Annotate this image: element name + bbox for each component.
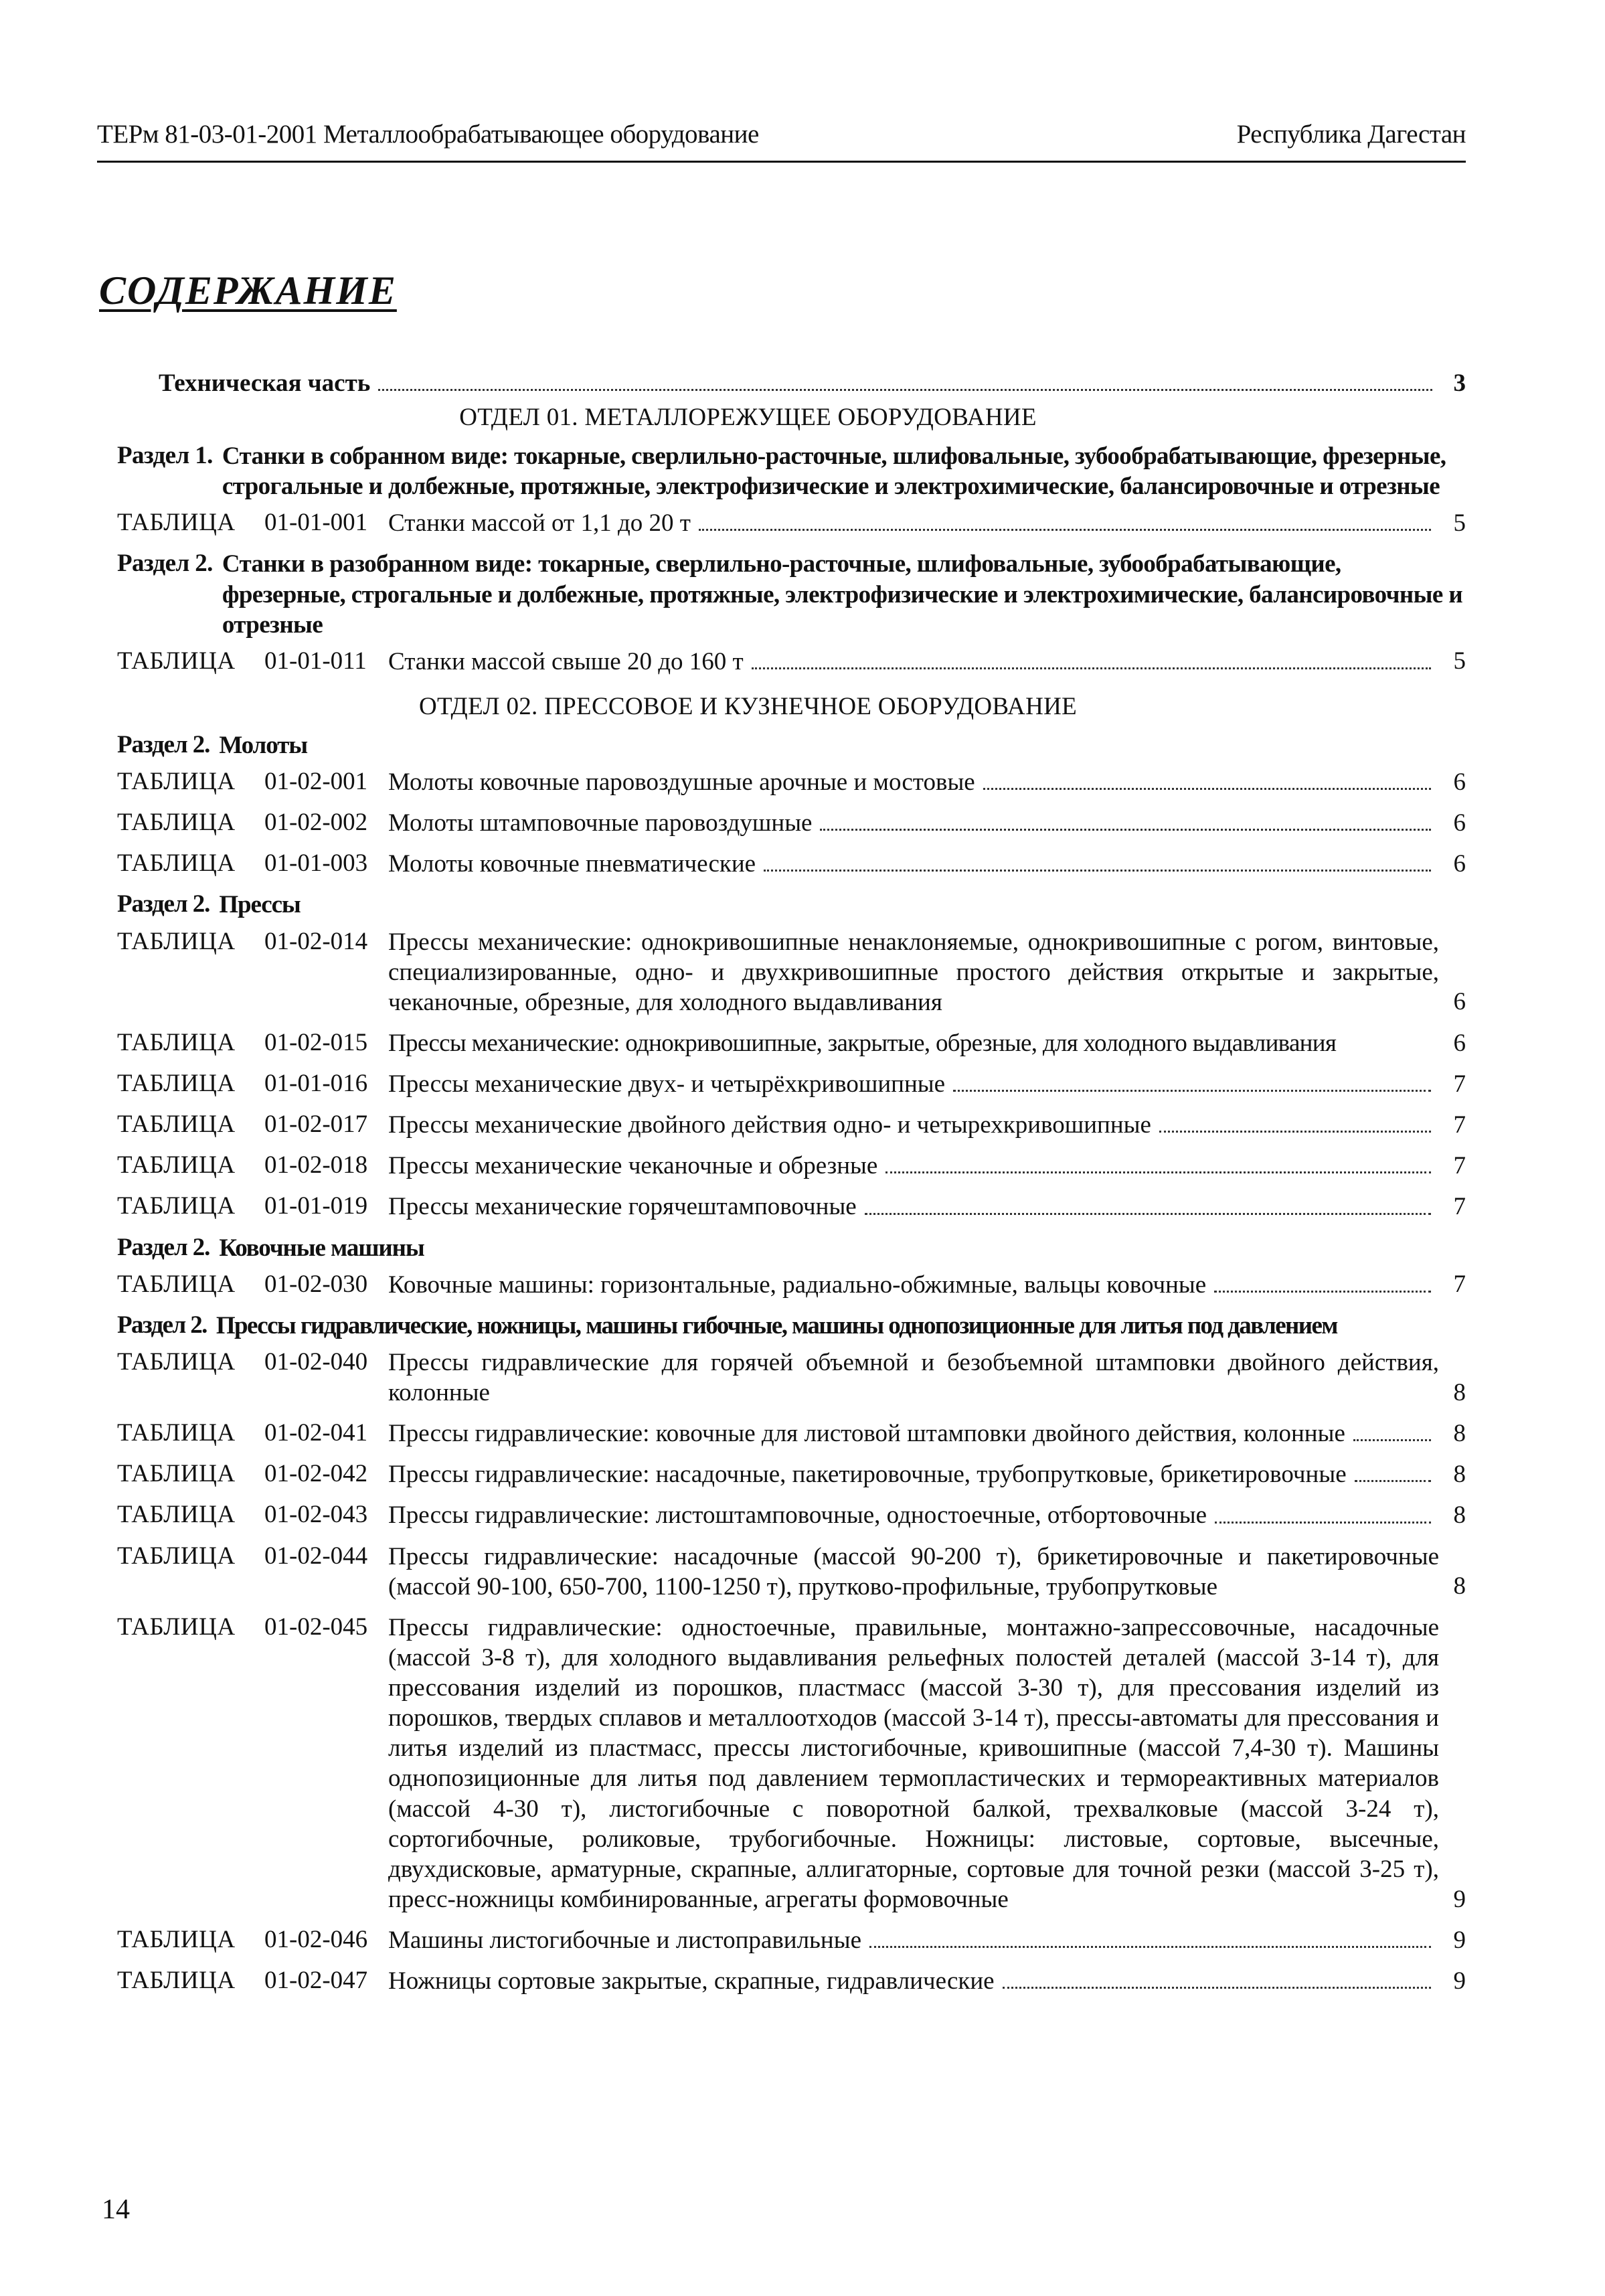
toc-page-number: 6 <box>1453 988 1466 1016</box>
dot-leader <box>869 1946 1431 1948</box>
table-description: Прессы гидравлические: насадочные (массой 90-200 т), брикетировочные и пакетировочные (массой 90-100, 650-700, 1100-1250 т), прутково-профильные, трубопрутковые <box>388 1542 1439 1601</box>
toc-table-row[interactable] <box>117 849 1466 879</box>
toc-table-row[interactable] <box>117 1542 1466 1602</box>
toc-page-number: 8 <box>1453 1572 1466 1601</box>
table-of-contents <box>117 361 1466 2007</box>
table-number: 01-02-045 <box>264 1613 368 1641</box>
section-label: Раздел 2. <box>117 890 210 918</box>
table-description: Прессы механические двух- и четырёхкривошипные <box>388 1070 946 1098</box>
table-keyword: ТАБЛИЦА <box>117 1613 236 1641</box>
section-heading <box>117 1233 1466 1263</box>
table-number: 01-02-046 <box>264 1926 368 1953</box>
section-label: Раздел 1. <box>117 442 213 469</box>
table-description: Станки массой свыше 20 до 160 т <box>388 647 744 675</box>
dot-leader <box>1159 1131 1431 1133</box>
page-title: СОДЕРЖАНИЕ <box>99 268 397 313</box>
section-heading <box>117 549 1466 639</box>
toc-page-number: 6 <box>1453 809 1466 837</box>
table-number: 01-02-002 <box>264 809 368 837</box>
section-label: Раздел 2. <box>117 550 213 578</box>
toc-table-row[interactable] <box>117 1270 1466 1300</box>
toc-page-number: 6 <box>1453 1029 1466 1057</box>
table-number: 01-02-044 <box>264 1542 368 1570</box>
table-keyword: ТАБЛИЦА <box>117 1028 236 1056</box>
toc-page-number: 7 <box>1453 1193 1466 1221</box>
table-keyword: ТАБЛИЦА <box>117 1070 236 1097</box>
table-description: Молоты ковочные паровоздушные арочные и мостовые <box>388 768 975 796</box>
department-heading: ОТДЕЛ 01. МЕТАЛЛОРЕЖУЩЕЕ ОБОРУДОВАНИЕ <box>459 404 1037 431</box>
dot-leader <box>1355 1480 1431 1482</box>
table-number: 01-02-047 <box>264 1967 368 1995</box>
table-description: Прессы гидравлические: листоштамповочные, одностоечные, отбортовочные <box>388 1501 1207 1530</box>
table-number: 01-02-017 <box>264 1111 368 1139</box>
table-description: Прессы механические: однокривошипные, закрытые, обрезные, для холодного выдавливания <box>388 1029 1337 1057</box>
table-keyword: ТАБЛИЦА <box>117 809 236 837</box>
dot-leader <box>764 870 1431 872</box>
toc-table-row[interactable] <box>117 1613 1466 1914</box>
table-keyword: ТАБЛИЦА <box>117 1926 236 1953</box>
toc-table-row[interactable] <box>117 647 1466 677</box>
toc-page-number: 9 <box>1453 1885 1466 1913</box>
toc-table-row[interactable] <box>117 927 1466 1017</box>
table-number: 01-01-019 <box>264 1192 368 1220</box>
toc-table-row[interactable] <box>117 1418 1466 1449</box>
table-description: Ножницы сортовые закрытые, скрапные, гидравлические <box>388 1967 995 1995</box>
table-description: Молоты штамповочные паровоздушные <box>388 809 813 837</box>
dot-leader <box>1215 1522 1431 1524</box>
table-description: Прессы механические горячештамповочные <box>388 1193 857 1221</box>
section-label: Раздел 2. <box>117 1311 207 1339</box>
table-description: Прессы гидравлические: одностоечные, правильные, монтажно-запрессовочные, насадочные (массой 3-8 т), для холодного выдавливания рельефных полостей деталей (массой 3-14 т), для прессования изделий из порошков, пластмасс (массой 3-30 т), для прессования изделий из порошков, твердых сплавов и металлоотходов (массой 3-14 т), прессы-автоматы для прессования и литья изделий из пластмасс, прессы листогибочные, кривошипные (массой 7,4-30 т). Машины однопозиционные для литья под давлением термопластических и термореактивных материалов (массой 4-30 т), листогибочные с поворотной балкой, трехвалковые (массой 3-24 т), сортогибочные, роликовые, трубогибочные. Ножницы: листовые, сортовые, высечные, двухдисковые, арматурные, скрапные, аллигаторные, сортовые для точной резки (массой 3-25 т), пресс-ножницы комбинированные, агрегаты формовочные <box>388 1613 1439 1913</box>
table-keyword: ТАБЛИЦА <box>117 1192 236 1220</box>
table-number: 01-02-018 <box>264 1151 368 1179</box>
table-description: Машины листогибочные и листоправильные <box>388 1926 862 1954</box>
dot-leader <box>983 788 1431 790</box>
toc-page-number: 7 <box>1453 1070 1466 1098</box>
toc-entry-label: Техническая часть <box>159 369 371 397</box>
toc-table-row[interactable] <box>117 1500 1466 1530</box>
toc-page-number: 9 <box>1453 1926 1466 1954</box>
dot-leader <box>699 529 1431 531</box>
toc-page-number: 6 <box>1453 768 1466 796</box>
table-description: Прессы механические чеканочные и обрезные <box>388 1152 878 1180</box>
table-keyword: ТАБЛИЦА <box>117 509 236 537</box>
section-title: Станки в разобранном виде: токарные, сверлильно-расточные, шлифовальные, зубообрабатывающие, фрезерные, строгальные и долбежные, протяжные, электрофизические и электрохимические, балансировочные и отрезные <box>222 550 1463 639</box>
table-keyword: ТАБЛИЦА <box>117 1347 236 1376</box>
toc-table-row[interactable] <box>117 1028 1466 1058</box>
toc-entry-technical-part[interactable] <box>117 361 1466 398</box>
section-heading <box>117 730 1466 760</box>
toc-table-row[interactable] <box>117 1192 1466 1222</box>
table-description: Прессы гидравлические: ковочные для листовой штамповки двойного действия, колонные <box>388 1420 1345 1448</box>
table-description: Станки массой от 1,1 до 20 т <box>388 509 691 538</box>
dot-leader <box>953 1090 1431 1092</box>
section-heading <box>117 890 1466 920</box>
toc-table-row[interactable] <box>117 1925 1466 1955</box>
table-keyword: ТАБЛИЦА <box>117 1501 236 1529</box>
section-label: Раздел 2. <box>117 1233 210 1261</box>
toc-table-row[interactable] <box>117 1069 1466 1099</box>
toc-table-row[interactable] <box>117 808 1466 838</box>
table-number: 01-01-001 <box>264 509 368 537</box>
section-title: Прессы гидравлические, ножницы, машины гибочные, машины однопозиционные для литья под давлением <box>216 1311 1337 1339</box>
table-number: 01-02-042 <box>264 1460 368 1488</box>
table-number: 01-01-011 <box>264 647 367 675</box>
running-header <box>97 119 1466 151</box>
table-number: 01-02-040 <box>264 1347 368 1376</box>
toc-table-row[interactable] <box>117 508 1466 538</box>
section-title: Молоты <box>219 731 307 759</box>
toc-page-number: 8 <box>1453 1460 1466 1488</box>
table-keyword: ТАБЛИЦА <box>117 927 236 955</box>
toc-page-number: 8 <box>1453 1419 1466 1447</box>
toc-page-number: 7 <box>1453 1270 1466 1299</box>
table-keyword: ТАБЛИЦА <box>117 1967 236 1995</box>
dot-leader <box>1214 1291 1431 1293</box>
toc-page-number: 7 <box>1453 1151 1466 1179</box>
table-number: 01-02-001 <box>264 768 368 795</box>
section-title: Ковочные машины <box>219 1234 424 1262</box>
toc-page-number: 7 <box>1453 1111 1466 1139</box>
table-number: 01-01-016 <box>264 1070 368 1097</box>
table-keyword: ТАБЛИЦА <box>117 1270 236 1298</box>
table-number: 01-02-014 <box>264 927 368 955</box>
toc-page-number: 3 <box>1453 369 1466 397</box>
toc-table-row[interactable] <box>117 1110 1466 1140</box>
page-number: 14 <box>102 2194 130 2225</box>
department-heading: ОТДЕЛ 02. ПРЕССОВОЕ И КУЗНЕЧНОЕ ОБОРУДОВАНИЕ <box>418 692 1078 720</box>
table-keyword: ТАБЛИЦА <box>117 849 236 878</box>
table-keyword: ТАБЛИЦА <box>117 1460 236 1488</box>
section-label: Раздел 2. <box>117 730 210 758</box>
table-keyword: ТАБЛИЦА <box>117 1151 236 1179</box>
section-title: Прессы <box>219 891 301 919</box>
dot-leader <box>865 1213 1431 1215</box>
toc-page-number: 8 <box>1453 1501 1466 1530</box>
toc-table-row[interactable] <box>117 1151 1466 1181</box>
table-description: Прессы механические: однокривошипные ненаклоняемые, однокривошипные с рогом, винтовые, специализированные, одно- и двухкривошипные простого действия открытые и закрытые, чеканочные, обрезные, для холодного выдавливания <box>388 928 1439 1016</box>
dot-leader <box>885 1171 1431 1173</box>
table-number: 01-02-043 <box>264 1501 368 1529</box>
table-number: 01-02-030 <box>264 1270 368 1298</box>
dot-leader <box>820 829 1431 831</box>
table-keyword: ТАБЛИЦА <box>117 1419 236 1447</box>
table-description: Ковочные машины: горизонтальные, радиально-обжимные, вальцы ковочные <box>388 1270 1207 1299</box>
table-number: 01-02-041 <box>264 1419 368 1447</box>
table-description: Прессы гидравлические: насадочные, пакетировочные, трубопрутковые, брикетировочные <box>388 1461 1347 1489</box>
dot-leader <box>1353 1439 1431 1441</box>
toc-table-row[interactable] <box>117 1347 1466 1408</box>
toc-page-number: 5 <box>1453 509 1466 537</box>
table-number: 01-01-003 <box>264 849 368 878</box>
table-keyword: ТАБЛИЦА <box>117 647 236 675</box>
header-document-title: ТЕРм 81-03-01-2001 Металлообрабатывающее оборудование <box>97 120 759 149</box>
header-divider <box>97 161 1466 163</box>
table-description: Молоты ковочные пневматические <box>388 850 756 878</box>
section-title: Станки в собранном виде: токарные, сверлильно-расточные, шлифовальные, зубообрабатывающие, фрезерные, строгальные и долбежные, протяжные, электрофизические и электрохимические, балансировочные и отрезные <box>222 442 1446 501</box>
table-description: Прессы механические двойного действия одно- и четырехкривошипные <box>388 1111 1151 1139</box>
table-description: Прессы гидравлические для горячей объемной и безобъемной штамповки двойного действия, колонные <box>388 1348 1439 1406</box>
header-region: Республика Дагестан <box>1236 120 1466 149</box>
toc-page-number: 6 <box>1453 849 1466 878</box>
dot-leader <box>378 389 1432 391</box>
section-heading <box>117 1311 1466 1341</box>
table-keyword: ТАБЛИЦА <box>117 1542 236 1570</box>
toc-table-row[interactable] <box>117 767 1466 797</box>
toc-table-row[interactable] <box>117 1459 1466 1489</box>
table-keyword: ТАБЛИЦА <box>117 1111 236 1139</box>
toc-page-number: 8 <box>1453 1378 1466 1406</box>
dot-leader <box>752 667 1431 669</box>
toc-page-number: 5 <box>1453 647 1466 675</box>
table-number: 01-02-015 <box>264 1028 368 1056</box>
section-heading <box>117 441 1466 501</box>
toc-page-number: 9 <box>1453 1967 1466 1995</box>
table-keyword: ТАБЛИЦА <box>117 768 236 795</box>
dot-leader <box>1003 1987 1431 1989</box>
toc-table-row[interactable] <box>117 1966 1466 1996</box>
